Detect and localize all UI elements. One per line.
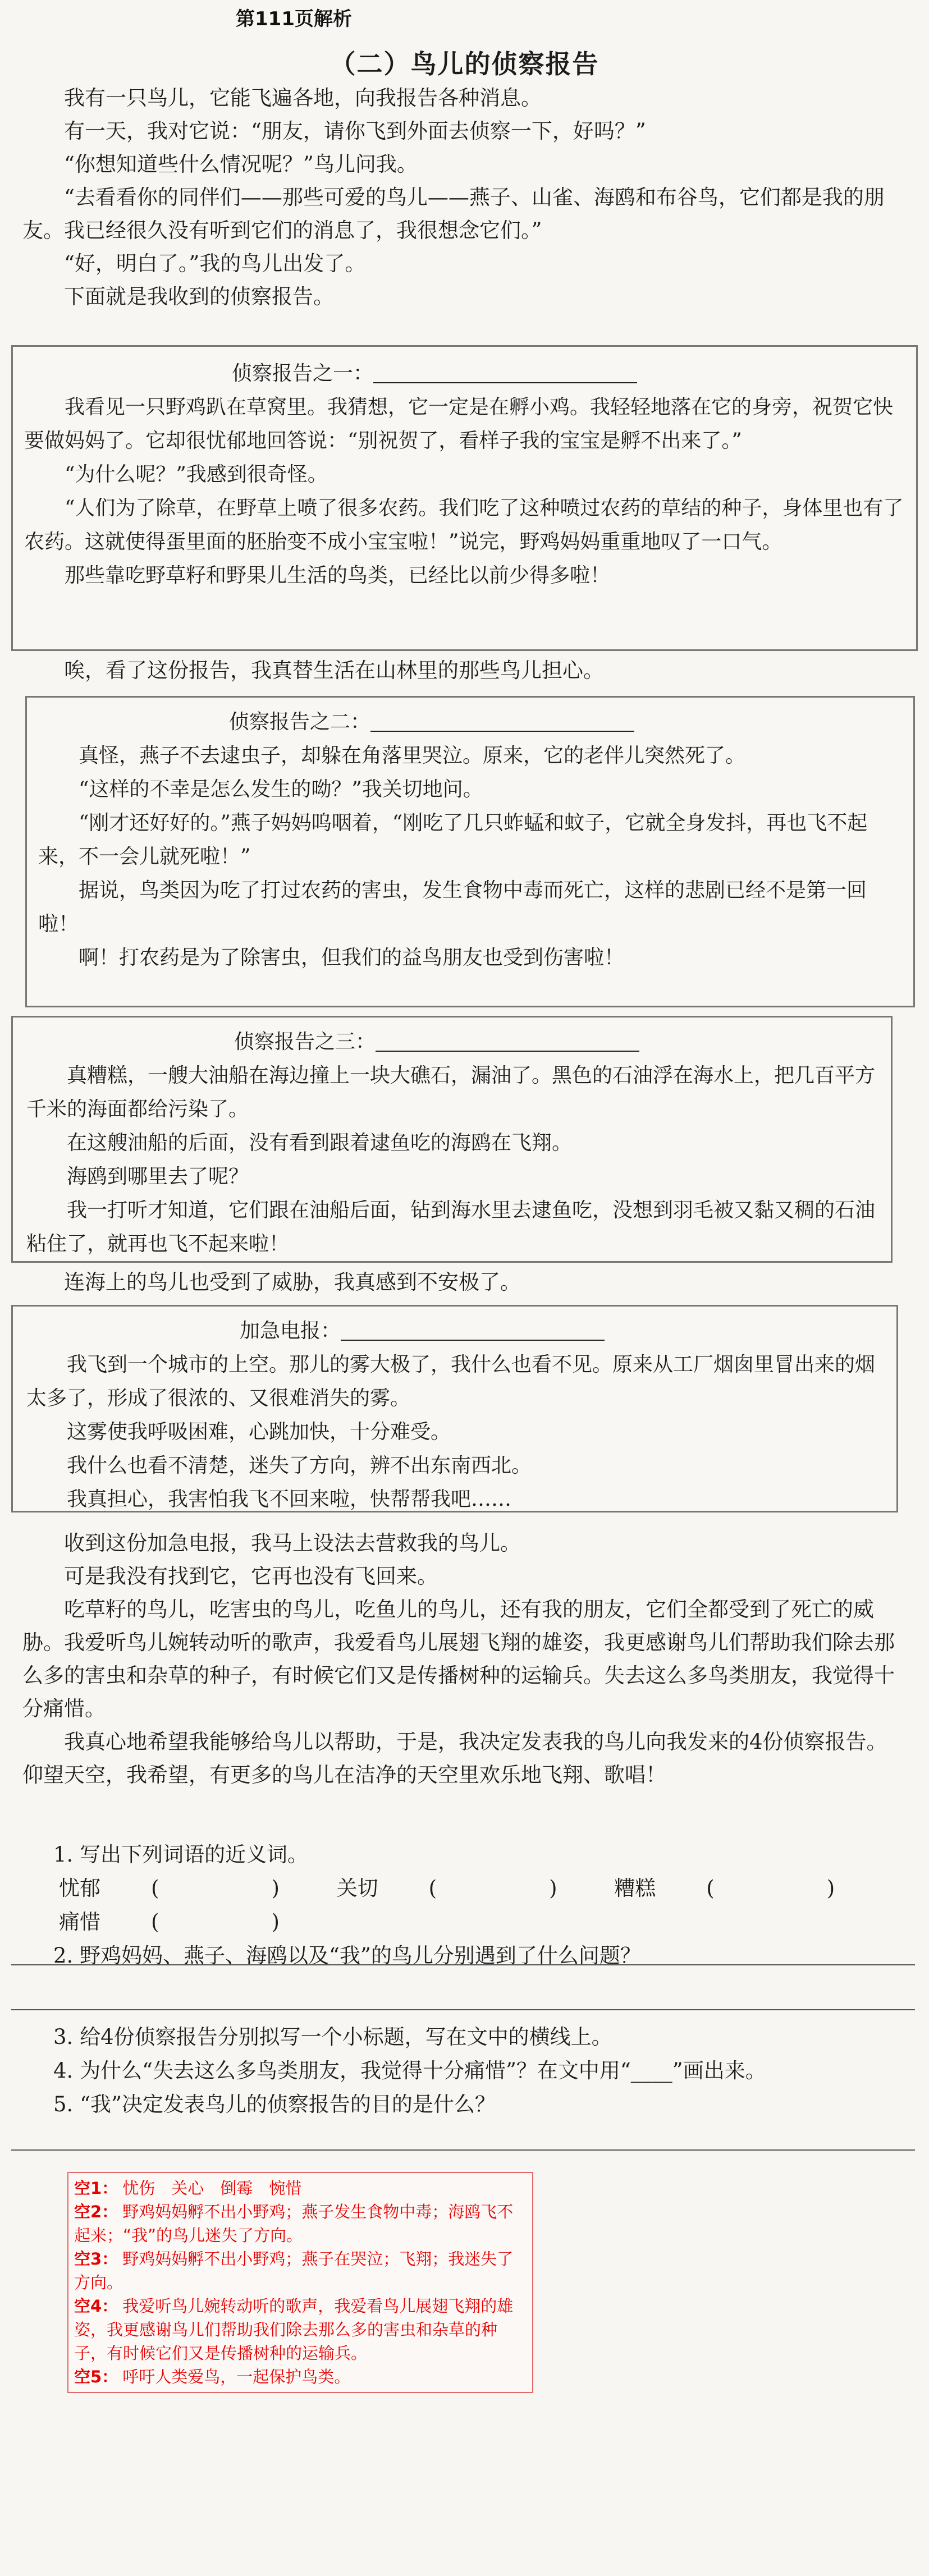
answer-item: [74, 2365, 527, 2389]
question-2: 2. 野鸡妈妈、燕子、海鸥以及“我”的鸟儿分别遇到了什么问题？: [53, 1944, 641, 1968]
title-blank[interactable]: [373, 360, 637, 383]
report-box-4: [11, 1305, 898, 1512]
title-blank[interactable]: [370, 708, 634, 732]
page-label: 第111页解析: [236, 8, 352, 30]
bridge-text-3: [22, 1266, 898, 1299]
answer-label: 空5：: [74, 2367, 118, 2386]
paragraph: 真怪，燕子不去逮虫子，却躲在角落里哭泣。原来，它的老伴儿突然死了。: [79, 744, 746, 767]
paragraph: 在这艘油船的后面，没有看到跟着逮鱼吃的海鸥在飞翔。: [67, 1131, 573, 1154]
answer-item: [74, 2176, 527, 2200]
answer-text: 呼吁人类爱鸟，一起保护鸟类。: [122, 2367, 351, 2386]
paragraph: 据说，鸟类因为吃了打过农药的害虫，发生食物中毒而死亡，这样的悲剧已经不是第一回啦！: [38, 879, 867, 936]
paragraph: 吃草籽的鸟儿，吃害虫的鸟儿，吃鱼儿的鸟儿，还有我的朋友，它们全都受到了死亡的威胁。我爱听鸟儿婉转动听的歌声，我爱看鸟儿展翅飞翔的雄姿，我更感谢鸟儿们帮助我们除去那么多的害虫和杂草的种子，有时候它们又是传播树种的运输兵。失去这么多鸟类朋友，我觉得十分痛惜。: [22, 1597, 895, 1721]
paragraph: 下面就是我收到的侦察报告。: [64, 285, 334, 309]
answer-item: [74, 2247, 527, 2294]
title-blank[interactable]: [341, 1317, 605, 1341]
answer-label: 空2：: [74, 2202, 118, 2221]
paragraph: “这样的不幸是怎么发生的呦？”我关切地问。: [79, 778, 483, 801]
report-title: 侦察报告之三：: [234, 1030, 376, 1053]
questions-section-b: [53, 2020, 895, 2121]
paragraph: “好，明白了。”我的鸟儿出发了。: [64, 251, 366, 276]
answer-label: 空3：: [74, 2249, 118, 2268]
ending-section: [22, 1527, 898, 1791]
report-title-row: [26, 1025, 877, 1059]
report-box-1: [11, 345, 918, 651]
term-word: 关切: [336, 1876, 378, 1900]
answer-line[interactable]: [11, 2009, 915, 2010]
answer-text: 野鸡妈妈孵不出小野鸡；燕子发生食物中毒；海鸥飞不起来；“我”的鸟儿迷失了方向。: [74, 2202, 514, 2245]
paragraph: 我有一只鸟儿，它能飞遍各地，向我报告各种消息。: [64, 86, 542, 110]
term-word: 忧郁: [59, 1876, 100, 1900]
paragraph: 唉，看了这份报告，我真替生活在山林里的那些鸟儿担心。: [64, 658, 604, 682]
report-title: 加急电报：: [240, 1319, 341, 1342]
paragraph: 我看见一只野鸡趴在草窝里。我猜想，它一定是在孵小鸡。我轻轻地落在它的身旁，祝贺它快要做妈妈了。它却很忧郁地回答说：“别祝贺了，看样子我的宝宝是孵不出来了。”: [24, 396, 894, 452]
paragraph: 连海上的鸟儿也受到了威胁，我真感到不安极了。: [64, 1270, 521, 1294]
question-1: 1. 写出下列词语的近义词。: [53, 1842, 309, 1867]
answer-label: 空1：: [74, 2179, 118, 2198]
term-item: 关切 ( ): [337, 1872, 557, 1905]
report-title-row: [26, 1314, 883, 1348]
term-item: 糟糕 ( ): [614, 1872, 835, 1905]
report-title-row: [24, 357, 905, 391]
paragraph: “为什么呢？”我感到很奇怪。: [65, 463, 328, 486]
paragraph: 有一天，我对它说：“朋友，请你飞到外面去侦察一下，好吗？”: [64, 119, 646, 143]
question-3: 3. 给4份侦察报告分别拟写一个小标题，写在文中的横线上。: [53, 2025, 612, 2049]
paragraph: 可是我没有找到它，它再也没有飞回来。: [64, 1564, 438, 1588]
questions-section-a: [53, 1838, 895, 1973]
question-4: 4. 为什么“失去这么多鸟类朋友，我觉得十分痛惜”？在文中用“____”画出来。: [53, 2059, 766, 2083]
report-box-3: [11, 1016, 893, 1263]
paragraph: 我一打听才知道，它们跟在油船后面，钻到海水里去逮鱼吃，没想到羽毛被又黏又稠的石油粘住了，就再也飞不起来啦！: [26, 1199, 876, 1255]
answer-label: 空4：: [74, 2297, 118, 2316]
term-word: 痛惜: [59, 1910, 100, 1934]
question-5: 5. “我”决定发表鸟儿的侦察报告的目的是什么？: [53, 2092, 496, 2116]
bridge-text-1: [22, 654, 898, 687]
answer-key: [67, 2172, 533, 2393]
paragraph: “你想知道些什么情况呢？”鸟儿问我。: [64, 152, 418, 176]
paragraph: “刚才还好好的。”燕子妈妈呜咽着，“刚吃了几只蚱蜢和蚊子，它就全身发抖，再也飞不起来，不一会儿就死啦！”: [38, 812, 868, 868]
answer-text: 我爱听鸟儿婉转动听的歌声，我爱看鸟儿展翅飞翔的雄姿，我更感谢鸟儿们帮助我们除去那么多的害虫和杂草的种子，有时候它们又是传播树种的运输兵。: [74, 2297, 514, 2363]
paragraph: 我飞到一个城市的上空。那儿的雾大极了，我什么也看不见。原来从工厂烟囱里冒出来的烟太多了，形成了很浓的、又很难消失的雾。: [26, 1353, 876, 1410]
answer-line[interactable]: [11, 1964, 915, 1965]
intro-section: [22, 81, 898, 313]
answer-line[interactable]: [11, 2149, 915, 2151]
paragraph: 真糟糕，一艘大油船在海边撞上一块大礁石，漏油了。黑色的石油浮在海水上，把几百平方千米的海面都给污染了。: [26, 1064, 876, 1121]
report-title: 侦察报告之一：: [232, 362, 374, 385]
report-title-row: [38, 705, 902, 739]
term-word: 糟糕: [614, 1876, 656, 1900]
title-blank[interactable]: [376, 1028, 639, 1052]
paragraph: “人们为了除草，在野草上喷了很多农药。我们吃了这种喷过农药的草结的种子，身体里也有了农药。这就使得蛋里面的胚胎变不成小宝宝啦！”说完，野鸡妈妈重重地叹了一口气。: [24, 497, 904, 553]
paragraph: 那些靠吃野草籽和野果儿生活的鸟类，已经比以前少得多啦！: [65, 564, 611, 587]
term-item: 忧郁 ( ): [59, 1872, 280, 1905]
report-box-2: [25, 696, 915, 1007]
paragraph: 啊！打农药是为了除害虫，但我们的益鸟朋友也受到伤害啦！: [79, 946, 625, 969]
answer-item: [74, 2294, 527, 2365]
paragraph: 这雾使我呼吸困难，心跳加快，十分难受。: [67, 1420, 451, 1443]
answer-item: [74, 2200, 527, 2247]
term-item: 痛惜 ( ): [59, 1905, 280, 1939]
answer-text: 忧伤 关心 倒霉 惋惜: [122, 2179, 302, 2198]
paragraph: 我真担心，我害怕我飞不回来啦，快帮帮我吧……: [67, 1488, 512, 1511]
article-title: （二）鸟儿的侦察报告: [330, 49, 599, 79]
synonym-terms: [53, 1872, 895, 1939]
paragraph: 海鸥到哪里去了呢？: [67, 1165, 249, 1188]
paragraph: 我真心地希望我能够给鸟儿以帮助，于是，我决定发表我的鸟儿向我发来的4份侦察报告。仰望天空，我希望，有更多的鸟儿在洁净的天空里欢乐地飞翔、歌唱！: [22, 1730, 887, 1787]
report-title: 侦察报告之二：: [229, 711, 371, 734]
answer-text: 野鸡妈妈孵不出小野鸡；燕子在哭泣；飞翔；我迷失了方向。: [74, 2249, 514, 2292]
paragraph: 我什么也看不清楚，迷失了方向，辨不出东南西北。: [67, 1454, 532, 1477]
paragraph: 收到这份加急电报，我马上设法去营救我的鸟儿。: [64, 1531, 521, 1555]
paragraph: “去看看你的同伴们——那些可爱的鸟儿——燕子、山雀、海鸥和布谷鸟，它们都是我的朋友。我已经很久没有听到它们的消息了，我很想念它们。”: [22, 185, 885, 242]
